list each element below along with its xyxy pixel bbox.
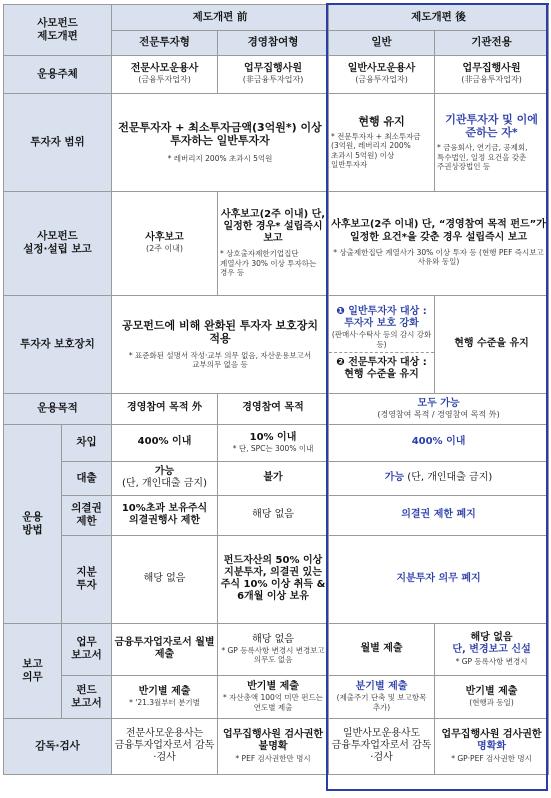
operator-inst: 업무집행사원 (非금융투자업자) <box>435 55 549 93</box>
biz-report-mgmt: 해당 없음 * GP 등록사항 변경시 변경보고 의무도 없음 <box>218 623 329 675</box>
equity-label: 지분 투자 <box>62 535 112 623</box>
row-protection-label: 투자자 보호장치 <box>4 295 112 393</box>
protection-inst: 현행 수준을 유지 <box>435 295 549 393</box>
supervision-general: 일반사모운용사도 금융투자업자로서 감독·검사 <box>329 718 435 774</box>
loan-prof: 가능 (단, 개인대출 금지) <box>112 461 218 495</box>
protection-before: 공모펀드에 비해 완화된 투자자 보호장치 적용 * 표준화된 설명서 작성·교부 의무 없음, 자산운용보고서 교부의무 없음 등 <box>112 295 329 393</box>
borrow-prof: 400% 이내 <box>112 424 218 461</box>
voting-mgmt: 해당 없음 <box>218 495 329 535</box>
equity-after: 지분투자 의무 폐지 <box>329 535 549 623</box>
operator-mgmt: 업무집행사원 (非금융투자업자) <box>218 55 329 93</box>
supervision-prof: 전문사모운용사는 금융투자업자로서 감독·검사 <box>112 718 218 774</box>
col-general: 일반 <box>329 30 435 55</box>
loan-after: 가능 (단, 개인대출 금지) <box>329 461 549 495</box>
voting-after: 의결권 제한 폐지 <box>329 495 549 535</box>
purpose-prof: 경영참여 목적 外 <box>112 393 218 424</box>
voting-prof: 10%초과 보유주식 의결권행사 제한 <box>112 495 218 535</box>
equity-mgmt: 펀드자산의 50% 이상 지분투자, 의결권 있는 주식 10% 이상 취득 & 6개월 이상 보유 <box>218 535 329 623</box>
row-operator-label: 운용주체 <box>4 55 112 93</box>
row-investor-label: 투자자 범위 <box>4 93 112 191</box>
protection-general: ❶ 일반투자자 대상 : 투자자 보호 강화 (판매사·수탁사 등의 감시 강화 등) ❷ 전문투자자 대상 : 현행 수준을 유지 <box>329 295 435 393</box>
col-professional: 전문투자형 <box>112 30 218 55</box>
biz-report-inst: 해당 없음 단, 변경보고 신설 * GP 등록사항 변경시 <box>435 623 549 675</box>
operator-prof: 전문사모운용사 (금융투자업자) <box>112 55 218 93</box>
supervision-mgmt: 업무집행사원 검사권한 불명확 * PEF 검사권한만 명시 <box>218 718 329 774</box>
col-management: 경영참여형 <box>218 30 329 55</box>
fund-report-inst: 반기별 제출 (현행과 동일) <box>435 675 549 718</box>
investor-before: 전문투자자 + 최소투자금액(3억원*) 이상 투자하는 일반투자자 * 레버리지 200% 초과시 5억원 <box>112 93 329 191</box>
borrow-after: 400% 이내 <box>329 424 549 461</box>
purpose-after: 모두 가능 (경영참여 목적 / 경영참여 목적 外) <box>329 393 549 424</box>
corner-header: 사모펀드 제도개편 <box>4 4 112 55</box>
reporting-group-label: 보고 의무 <box>4 623 62 718</box>
report-after: 사후보고(2주 이내) 단, “경영참여 목적 펀드”가 일정한 요건*을 갖춘 경우 설립즉시 보고 * 상출제한집단 계열사가 30% 이상 투자 등 (현행 PEF 즉시보고 사유와 동일) <box>329 191 549 295</box>
report-prof: 사후보고 (2주 이내) <box>112 191 218 295</box>
equity-prof: 해당 없음 <box>112 535 218 623</box>
biz-report-label: 업무 보고서 <box>62 623 112 675</box>
reform-comparison-table <box>3 3 549 775</box>
loan-label: 대출 <box>62 461 112 495</box>
biz-report-general: 월별 제출 <box>329 623 435 675</box>
row-purpose-label: 운용목적 <box>4 393 112 424</box>
supervision-inst: 업무집행사원 검사권한 명확화 * GP·PEF 검사권한 명시 <box>435 718 549 774</box>
biz-report-prof: 금융투자업자로서 월별 제출 <box>112 623 218 675</box>
borrow-label: 차입 <box>62 424 112 461</box>
after-header: 제도개편 後 <box>329 4 549 30</box>
voting-label: 의결권 제한 <box>62 495 112 535</box>
report-mgmt: 사후보고(2주 이내) 단, 일정한 경우* 설립즉시 보고 * 상호출자제한기업집단 계열사가 30% 이상 투자하는 경우 등 <box>218 191 329 295</box>
before-header: 제도개편 前 <box>112 4 329 30</box>
purpose-mgmt: 경영참여 목적 <box>218 393 329 424</box>
borrow-mgmt: 10% 이내 * 단, SPC는 300% 이내 <box>218 424 329 461</box>
investor-inst: 기관투자자 및 이에 준하는 자* * 금융회사, 연기금, 공제회, 특수법인, 일정 요건을 갖춘 주권상장법인 등 <box>435 93 549 191</box>
operator-general: 일반사모운용사 (금융투자업자) <box>329 55 435 93</box>
row-report-label: 사모펀드 설정·설립 보고 <box>4 191 112 295</box>
col-institutional: 기관전용 <box>435 30 549 55</box>
method-group-label: 운용 방법 <box>4 424 62 623</box>
fund-report-label: 펀드 보고서 <box>62 675 112 718</box>
fund-report-mgmt: 반기별 제출 * 자산총액 100억 미만 펀드는 연도별 제출 <box>218 675 329 718</box>
investor-general: 현행 유지 * 전문투자자 + 최소투자금(3억원, 레버리지 200% 초과시 5억원) 이상 일반투자자 <box>329 93 435 191</box>
fund-report-prof: 반기별 제출 * '21.3월부터 분기별 <box>112 675 218 718</box>
row-supervision-label: 감독·검사 <box>4 718 112 774</box>
loan-mgmt: 불가 <box>218 461 329 495</box>
fund-report-general: 분기별 제출 (제출주기 단축 및 보고항목 추가) <box>329 675 435 718</box>
